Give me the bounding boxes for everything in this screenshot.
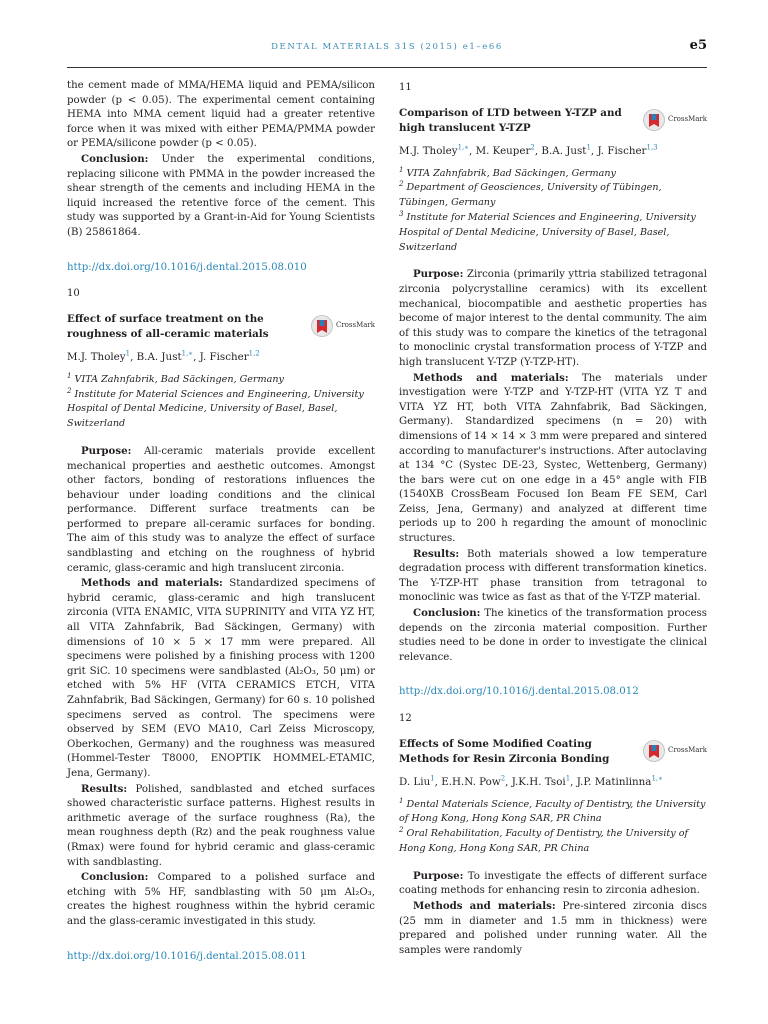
affiliation-sup: 1 (67, 371, 72, 380)
section-text: Compared to a polished surface and etching with 5% HF, sandblasting with 50 μm Al₂O₃, creates the highest roughness within the hybrid ceramic and the glass-ceramic investigated in this study. (67, 872, 375, 927)
section-text: To investigate the effects of different surface coating methods for enhancing resin to zirconia adhesion. (399, 870, 707, 897)
section-text: Polished, sandblasted and etched surfaces showed characteristic surface patterns. Highest results in arithmetic average of the surface roughness (Ra), the mean roughness depth (Rz) and the peak roughness value (Rmax) were found for hybrid ceramic and glass-ceramic with sandblasting. (67, 783, 375, 868)
methods-paragraph (67, 576, 375, 781)
crossmark-icon (643, 739, 665, 763)
affiliation-sup: 2 (399, 826, 404, 834)
author-sup[interactable]: 1 (565, 774, 571, 783)
author-name: , M. Keuper (469, 144, 531, 157)
crossmark-icon (643, 108, 665, 132)
page-header (67, 40, 707, 68)
crossmark-badge[interactable] (311, 314, 375, 338)
abstract-number: 12 (399, 713, 412, 724)
section-text: The kinetics of the transformation process depends on the zirconia material composition. Further studies need to be done in order to investigate the clinical relevance. (399, 608, 707, 663)
author-name: M.J. Tholey (399, 144, 458, 157)
affiliation-sup: 1 (399, 165, 404, 174)
section-label: Methods and materials: (413, 899, 556, 912)
author-sup[interactable]: 2 (500, 774, 506, 783)
right-column (399, 79, 707, 958)
affiliation-text: VITA Zahnfabrik, Bad Säckingen, Germany (71, 373, 284, 385)
results-paragraph (67, 782, 375, 871)
crossmark-label: CrossMark (667, 746, 707, 755)
author-sup[interactable]: 1 (586, 143, 591, 152)
affiliations (399, 798, 707, 857)
section-label: Conclusion: (81, 871, 149, 884)
author-sup[interactable]: 1,∗ (651, 774, 663, 783)
abstract-title: Effect of surface treatment on the roughness of all-ceramic materials (67, 312, 269, 340)
purpose-paragraph (399, 267, 707, 370)
section-label: Methods and materials: (81, 577, 223, 590)
affiliations (67, 373, 375, 432)
affiliation-text: VITA Zahnfabrik, Bad Säckingen, Germany (403, 167, 616, 179)
author-name: , B.A. Just (534, 144, 587, 157)
author-name: , J.K.H. Tsoi (505, 775, 566, 788)
methods-paragraph (399, 899, 707, 958)
author-sup[interactable]: 2 (530, 143, 535, 152)
section-label: Results: (81, 782, 128, 795)
purpose-paragraph (67, 444, 375, 576)
affiliation (67, 373, 375, 388)
section-label: Purpose: (413, 268, 464, 281)
affiliation-sup: 3 (399, 209, 404, 218)
continued-conclusion (67, 152, 375, 241)
affiliation-text: Oral Rehabilitation, Faculty of Dentistry, the University of Hong Kong, Hong Kong SAR, PR China (399, 828, 689, 854)
author-sup[interactable]: 1 (430, 774, 435, 783)
affiliation (399, 181, 707, 211)
left-column (67, 79, 375, 964)
results-paragraph (399, 547, 707, 606)
author-name: M.J. Tholey (67, 350, 126, 363)
affiliation-sup: 1 (399, 796, 404, 805)
affiliation-text: Institute for Material Sciences and Engineering, University Hospital of Dental Medicine, University of Basel, Basel, Switzerland (67, 388, 364, 430)
author-name: , J. Fischer (193, 350, 249, 363)
author-name: , J.P. Matinlinna (570, 775, 652, 788)
affiliation-text: Department of Geosciences, University of Tübingen, Tübingen, Germany (399, 182, 662, 209)
author-sup[interactable]: 1,∗ (181, 349, 194, 358)
author-name: , E.H.N. Pow (434, 775, 501, 788)
affiliation (399, 827, 707, 857)
author-list (399, 144, 707, 159)
crossmark-badge[interactable] (643, 108, 707, 132)
doi-link[interactable]: http://dx.doi.org/10.1016/j.dental.2015.08.011 (67, 950, 307, 962)
author-sup[interactable]: 1,2 (248, 349, 260, 358)
section-text: All-ceramic materials provide excellent mechanical properties and aesthetic outcomes. Amongst other factors, bonding of restorations influences the behaviour under loading conditions and the clinical performance. Different surface treatments can be performed to prepare all-ceramic surfaces for bonding. The aim of this study was to analyze the effect of surface sandblasting and etching on the roughness of hybrid ceramic, glass-ceramic and high translucent zirconia. (67, 445, 375, 574)
affiliation-text: Institute for Material Sciences and Engineering, University Hospital of Dental Medicine, University of Basel, Basel, Switzerland (399, 211, 696, 253)
page-number: e5 (689, 38, 707, 53)
crossmark-label: CrossMark (667, 115, 707, 124)
affiliation (399, 167, 707, 182)
section-label: Conclusion: (413, 607, 481, 620)
doi-link[interactable]: http://dx.doi.org/10.1016/j.dental.2015.08.010 (67, 261, 307, 273)
affiliation (399, 798, 707, 828)
affiliation (399, 211, 707, 255)
affiliation-text: Dental Materials Science, Faculty of Dentistry, the University of Hong Kong, Hong Kong SAR, PR China (399, 798, 706, 825)
section-text: Both materials showed a low temperature degradation process with different transformation kinetics. The Y-TZP-HT phase transition from tetragonal to monoclinic was twice as fast as that of the Y-TZP material. (399, 548, 707, 604)
purpose-paragraph (399, 869, 707, 899)
affiliation-sup: 2 (399, 180, 404, 189)
author-sup[interactable]: 1,3 (646, 143, 658, 152)
author-list (67, 350, 375, 365)
section-label: Conclusion: (81, 152, 149, 165)
crossmark-icon (311, 314, 333, 338)
conclusion-paragraph (399, 606, 707, 665)
author-list (399, 775, 707, 790)
abstract-heading (67, 312, 375, 342)
abstract-title: Effects of Some Modified Coating Methods for Resin Zirconia Bonding (399, 737, 610, 765)
section-text: Standardized specimens of hybrid ceramic, glass-ceramic and high translucent zirconia (VITA ENAMIC, VITA SUPRINITY and VITA YZ HT, all VITA Zahnfabrik, Bad Säckingen, Germany) with dimensions of 10 × 5 × 17 mm were prepared. All specimens were polished by a finishing process with 1200 grit SiC. 10 specimens were sandblasted (Al₂O₃, 50 μm) or etched with 5% HF (VITA CERAMICS ETCH, VITA Zahnfabrik, Bad Säckingen, Germany) for 60 s. 10 polished specimens served as control. The specimens were observed by SEM (EVO MA10, Carl Zeiss Microscopy, Oberkochen, Germany) and the roughness was measured (Hommel-Tester T8000, ENOPTIK HOMMEL-ETAMIC, Jena, Germany). (67, 578, 375, 779)
section-label: Methods and materials: (413, 371, 569, 384)
section-label: Results: (413, 547, 460, 560)
crossmark-label: CrossMark (335, 321, 375, 330)
section-label: Purpose: (413, 869, 464, 882)
author-name: , J. Fischer (590, 144, 647, 157)
abstract-number: 11 (399, 82, 412, 93)
doi-link[interactable]: http://dx.doi.org/10.1016/j.dental.2015.08.012 (399, 686, 639, 698)
abstract-number: 10 (67, 288, 80, 300)
section-text: The materials under investigation were Y-TZP and Y-TZP-HT (VITA YZ T and VITA YZ HT, both VITA Zahnfabrik, Bad Säckingen, Germany). Standardized specimens (n = 20) with dimensions of 14 × 14 × 3 mm were prepared and sintered according to manufacturer's instructions. After autoclaving at 134 °C (Systec DE-23, Systec, Wettenberg, Germany) the bars were cut on one edge in a 45° angle with FIB (1540XB CrossBeam Focused Ion Beam FE SEM, Carl Zeiss, Jena, Germany) and analyzed at different time periods up to 200 h regarding the amount of monoclinic structures. (399, 372, 707, 545)
abstract-heading (399, 737, 707, 767)
section-text: Pre-sintered zirconia discs (25 mm in diameter and 1.5 mm in thickness) were prepared and polished under running water. All the samples were randomly (399, 900, 707, 956)
journal-running-title: DENTAL MATERIALS 31S (2015) e1–e66 (271, 42, 503, 52)
affiliation (67, 388, 375, 432)
conclusion-paragraph (67, 870, 375, 929)
section-text: Zirconia (primarily yttria stabilized tetragonal zirconia polycrystalline ceramics) with its excellent mechanical, biocompatible and aesthetic properties has become of major interest to the dental community. The aim of this study was to compare the kinetics of the tetragonal to monoclinic crystal transformation process of Y-TZP and high translucent Y-TZP (Y-TZP-HT). (399, 269, 707, 368)
affiliations (399, 167, 707, 256)
crossmark-badge[interactable] (643, 739, 707, 763)
methods-paragraph (399, 371, 707, 547)
author-sup[interactable]: 1 (125, 349, 131, 358)
abstract-heading (399, 106, 707, 136)
author-name: , B.A. Just (130, 350, 182, 363)
section-label: Purpose: (81, 444, 132, 457)
continued-text: the cement made of MMA/HEMA liquid and PEMA/silicon powder (p < 0.05). The experimental cement containing HEMA into MMA cement liquid had a greater retentive force when it was mixed with either PEMA/PMMA powder or PEMA/silicone powder (p < 0.05). (67, 80, 375, 150)
affiliation-sup: 2 (67, 386, 72, 395)
author-name: D. Liu (399, 775, 431, 788)
abstract-title: Comparison of LTD between Y-TZP and high translucent Y-TZP (399, 106, 622, 134)
section-text: Under the experimental conditions, replacing silicone with PMMA in the powder increased the shear strength of the cements and including HEMA in the liquid increased the retentive force of the cement. This study was supported by a Grant-in-Aid for Young Scientists (B) 25861864. (67, 153, 375, 238)
author-sup[interactable]: 1,∗ (457, 143, 470, 152)
